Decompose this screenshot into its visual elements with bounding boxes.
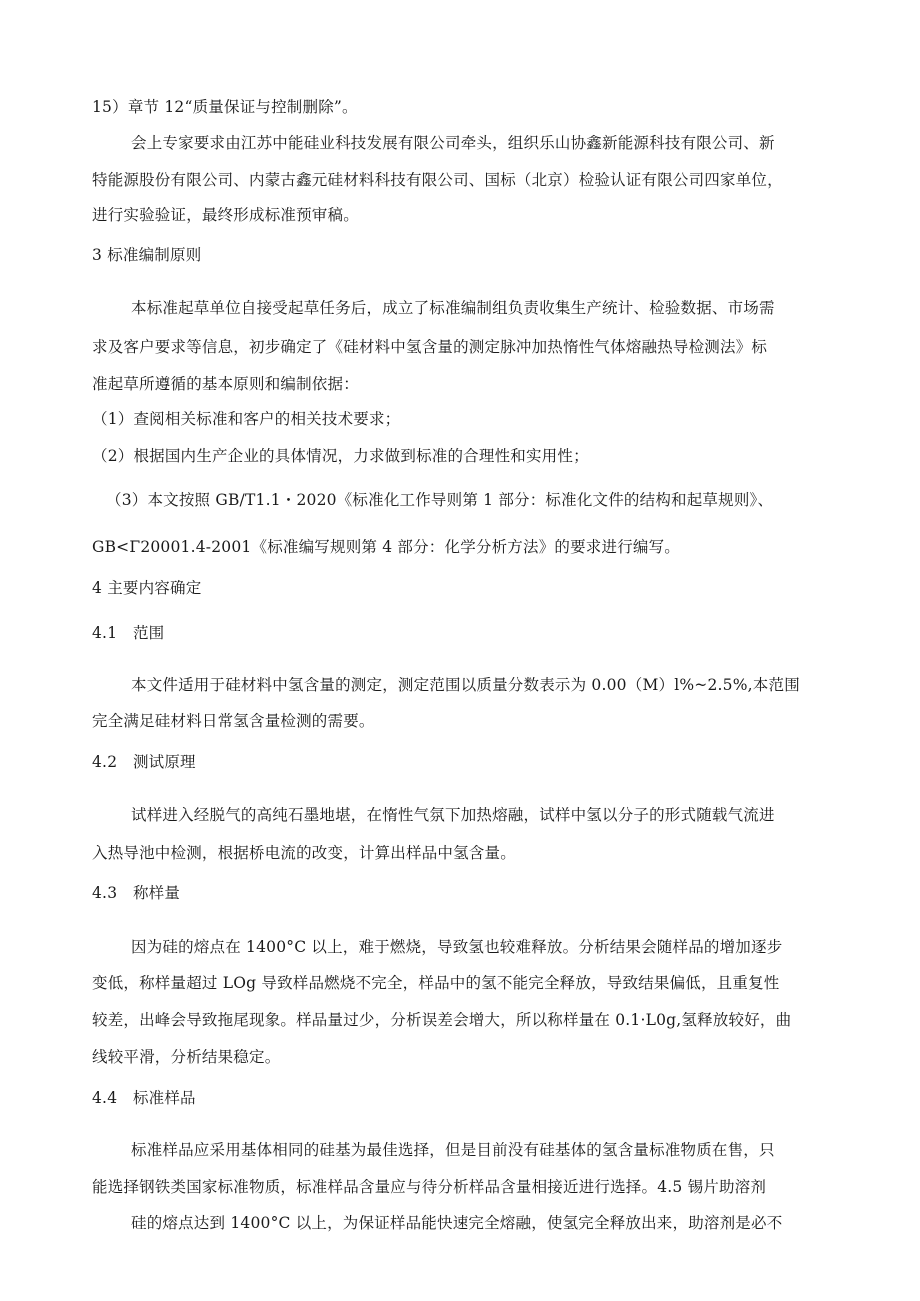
list-item-3: （3）本文按照 GB/T1.1・2020《标准化工作导则第 1 部分：标准化文件的结构和起草规则》、: [106, 491, 774, 509]
subsection-heading-4-3: 4.3 称样量: [92, 884, 181, 902]
paragraph-line: 本文件适用于硅材料中氢含量的测定，测定范围以质量分数表示为 0.00（M）l%~2.5%,本范围: [131, 676, 800, 694]
paragraph-line: 线较平滑，分析结果稳定。: [92, 1048, 281, 1066]
paragraph-line: 准起草所遵循的基本原则和编制依据：: [92, 375, 359, 393]
subsection-heading-4-1: 4.1 范围: [92, 624, 165, 642]
paragraph-line: GB<Γ20001.4-2001《标准编写规则第 4 部分：化学分析方法》的要求进行编写。: [92, 538, 681, 556]
paragraph-line: 会上专家要求由江苏中能硅业科技发展有限公司牵头，组织乐山协鑫新能源科技有限公司、新: [131, 134, 775, 152]
section-heading-3: 3 标准编制原则: [92, 246, 202, 264]
paragraph-line: 标准样品应采用基体相同的硅基为最佳选择，但是目前没有硅基体的氢含量标准物质在售，只: [131, 1141, 775, 1159]
paragraph-line: 进行实验验证，最终形成标准预审稿。: [92, 206, 359, 224]
paragraph-line: 入热导池中检测，根据桥电流的改变，计算出样品中氢含量。: [92, 844, 516, 862]
paragraph-line: 因为硅的熔点在 1400°C 以上，难于燃烧，导致氢也较难释放。分析结果会随样品的增加逐步: [131, 938, 783, 956]
paragraph-line: 较差，出峰会导致拖尾现象。样品量过少，分析误差会增大，所以称样量在 0.1·L0g,氢释放较好，曲: [92, 1011, 792, 1029]
paragraph-line: 能选择钢铁类国家标准物质，标准样品含量应与待分析样品含量相接近进行选择。4.5 锡片助溶剂: [92, 1178, 767, 1196]
paragraph-line: 本标准起草单位自接受起草任务后，成立了标准编制组负责收集生产统计、检验数据、市场需: [131, 299, 775, 317]
paragraph-line: 硅的熔点达到 1400°C 以上，为保证样品能快速完全熔融，使氢完全释放出来，助溶剂是必不: [131, 1214, 783, 1232]
list-item-15: 15）章节 12“质量保证与控制删除”。: [92, 98, 358, 116]
paragraph-line: 求及客户要求等信息，初步确定了《硅材料中氢含量的测定脉冲加热惰性气体熔融热导检测法》标: [92, 338, 768, 356]
section-heading-4: 4 主要内容确定: [92, 579, 202, 597]
paragraph-line: 变低，称样量超过 LOg 导致样品燃烧不完全，样品中的氢不能完全释放，导致结果偏低，且重复性: [92, 974, 780, 992]
list-item-1: （1）查阅相关标准和客户的相关技术要求；: [92, 410, 401, 428]
list-item-2: （2）根据国内生产企业的具体情况，力求做到标准的合理性和实用性；: [92, 447, 589, 465]
subsection-heading-4-2: 4.2 测试原理: [92, 753, 196, 771]
subsection-heading-4-4: 4.4 标准样品: [92, 1089, 196, 1107]
paragraph-line: 试样进入经脱气的高纯石墨地堪，在惰性气氛下加热熔融，试样中氢以分子的形式随载气流进: [131, 806, 775, 824]
paragraph-line: 完全满足硅材料日常氢含量检测的需要。: [92, 712, 375, 730]
paragraph-line: 特能源股份有限公司、内蒙古鑫元硅材料科技有限公司、国标（北京）检验认证有限公司四家单位，: [92, 171, 783, 189]
